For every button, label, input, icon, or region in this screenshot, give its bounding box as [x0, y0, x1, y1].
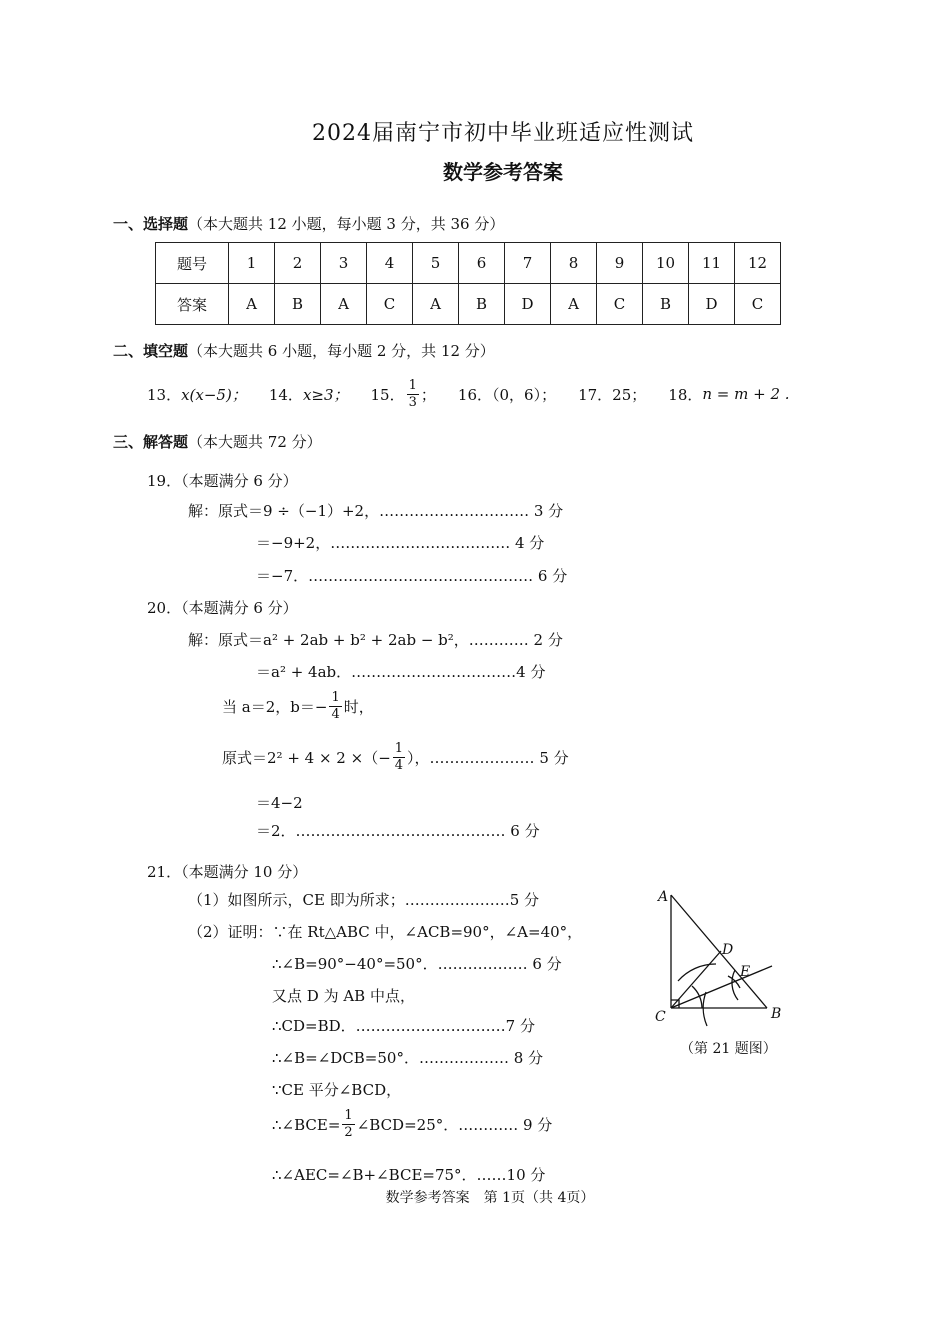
- table-cell-answer: D: [689, 284, 735, 325]
- q19-line3: ＝−7．……………………………………… 6 分: [256, 567, 568, 585]
- q20-fraction-quarter: $\frac{1}{4}$: [394, 741, 404, 773]
- q17-answer: 17．25；: [578, 385, 647, 404]
- section1-note: （本大题共 12 小题，每小题 3 分，共 36 分）: [188, 215, 505, 233]
- q18-label: 18．: [668, 385, 703, 404]
- table-cell-number: 6: [459, 243, 505, 284]
- q21-heading: 21．（本题满分 10 分）: [147, 863, 308, 881]
- q18-answer: n = m + 2 .: [702, 385, 790, 403]
- table-cell-number: 7: [505, 243, 551, 284]
- q14-label: 14．: [268, 385, 303, 404]
- table-cell-number: 4: [367, 243, 413, 284]
- q21-line5: ∴CD=BD．…………………………7 分: [272, 1017, 535, 1035]
- section2-note: （本大题共 6 小题，每小题 2 分，共 12 分）: [188, 342, 495, 360]
- q20-fraction-b: $\frac{1}{4}$: [331, 690, 340, 722]
- table-cell-answer: A: [413, 284, 459, 325]
- section1-label: 一、选择题: [113, 215, 189, 233]
- table-cell-number: 9: [597, 243, 643, 284]
- q19-line1: 解：原式＝9 ÷（−1）+2，………………………… 3 分: [188, 502, 564, 520]
- bisector-ce: [671, 966, 772, 1008]
- q19-line2: ＝−9+2，……………………………… 4 分: [256, 534, 545, 552]
- table-cell-answer: B: [275, 284, 321, 325]
- section3-note: （本大题共 72 分）: [188, 433, 322, 451]
- section2-heading: [113, 340, 495, 361]
- q15-label: 15．: [370, 385, 405, 404]
- q21-line7: ∵CE 平分∠BCD，: [272, 1081, 402, 1099]
- q21-fraction-half: $\frac{1}{2}$: [344, 1108, 353, 1140]
- q21-line8: ∴∠BCE= $\frac{1}{2}$ ∠BCD=25°．………… 9 分: [272, 1108, 553, 1140]
- table-cell-answer: A: [229, 284, 275, 325]
- section3-heading: [113, 431, 322, 452]
- page-subtitle: 数学参考答案: [443, 160, 563, 184]
- table-cell-number: 2: [275, 243, 321, 284]
- q20-line2: ＝a² + 4ab．……………………………4 分: [256, 663, 546, 681]
- table-cell-number: 1: [229, 243, 275, 284]
- q16-answer: 16．（0，6）；: [457, 385, 557, 404]
- q21-line6: ∴∠B=∠DCB=50°．……………… 8 分: [272, 1049, 544, 1067]
- q21-line1: （1）如图所示，CE 即为所求；…………………5 分: [188, 891, 540, 909]
- table-cell-answer: B: [643, 284, 689, 325]
- section1-heading: [113, 213, 504, 234]
- label-c: C: [655, 1009, 666, 1025]
- answer-table: [155, 242, 781, 325]
- table-cell-number: 12: [735, 243, 781, 284]
- q20-line3: 当 a＝2，b＝− $\frac{1}{4}$ 时，: [222, 690, 374, 722]
- triangle-figure: [650, 880, 790, 1030]
- table-cell-answer: C: [597, 284, 643, 325]
- table-cell-number: 5: [413, 243, 459, 284]
- q21-line9: ∴∠AEC=∠B+∠BCE=75°．……10 分: [272, 1166, 546, 1184]
- table-cell-number: 8: [551, 243, 597, 284]
- q15-fraction: $\frac{1}{3}$: [408, 377, 417, 410]
- table-cell-answer: A: [551, 284, 597, 325]
- table-cell-number: 11: [689, 243, 735, 284]
- construction-arc-5: [732, 970, 738, 1000]
- table-cell-answer: C: [367, 284, 413, 325]
- table-cell-answer: A: [321, 284, 367, 325]
- q20-line5: ＝4−2: [256, 794, 303, 812]
- table-head-number: 题号: [156, 243, 229, 284]
- table-cell-answer: D: [505, 284, 551, 325]
- q20-line6: ＝2．…………………………………… 6 分: [256, 822, 540, 840]
- page-title: 2024届南宁市初中毕业班适应性测试: [312, 121, 694, 146]
- table-cell-number: 3: [321, 243, 367, 284]
- label-d: D: [722, 942, 734, 958]
- page-footer: 数学参考答案 第 1页（共 4页）: [385, 1190, 595, 1206]
- label-e: E: [740, 964, 751, 980]
- figure-caption: （第 21 题图）: [680, 1041, 777, 1057]
- label-b: B: [771, 1006, 782, 1022]
- table-cell-answer: B: [459, 284, 505, 325]
- q14-answer: x≥3；: [302, 385, 349, 404]
- q19-heading: 19．（本题满分 6 分）: [147, 472, 298, 490]
- construction-arc-3: [703, 992, 707, 1026]
- q21-line3: ∴∠B=90°−40°=50°．……………… 6 分: [272, 955, 562, 973]
- table-cell-number: 10: [643, 243, 689, 284]
- q20-heading: 20．（本题满分 6 分）: [147, 599, 298, 617]
- q21-line2: （2）证明：∵在 Rt△ABC 中，∠ACB=90°，∠A=40°，: [188, 923, 583, 941]
- q20-line4: 原式＝2² + 4 × 2 ×（− $\frac{1}{4}$ ），………………… 5 分: [222, 741, 569, 773]
- section2-label: 二、填空题: [113, 342, 189, 360]
- table-head-answer: 答案: [156, 284, 229, 325]
- q13-answer: x(x−5)；: [181, 385, 247, 404]
- table-cell-answer: C: [735, 284, 781, 325]
- label-a: A: [658, 889, 669, 905]
- q21-line4: 又点 D 为 AB 中点，: [272, 987, 415, 1005]
- q20-line1: 解：原式＝a² + 2ab + b² + 2ab − b²，………… 2 分: [188, 631, 563, 649]
- q13-label: 13．: [147, 385, 182, 404]
- section3-label: 三、解答题: [113, 433, 189, 451]
- fill-blank-answers: 13． x(x−5)； 14． x≥3； 15． $\frac{1}{3}$ ； 16．（0，6）； 17．25； 18． n = m + 2 .: [147, 377, 790, 410]
